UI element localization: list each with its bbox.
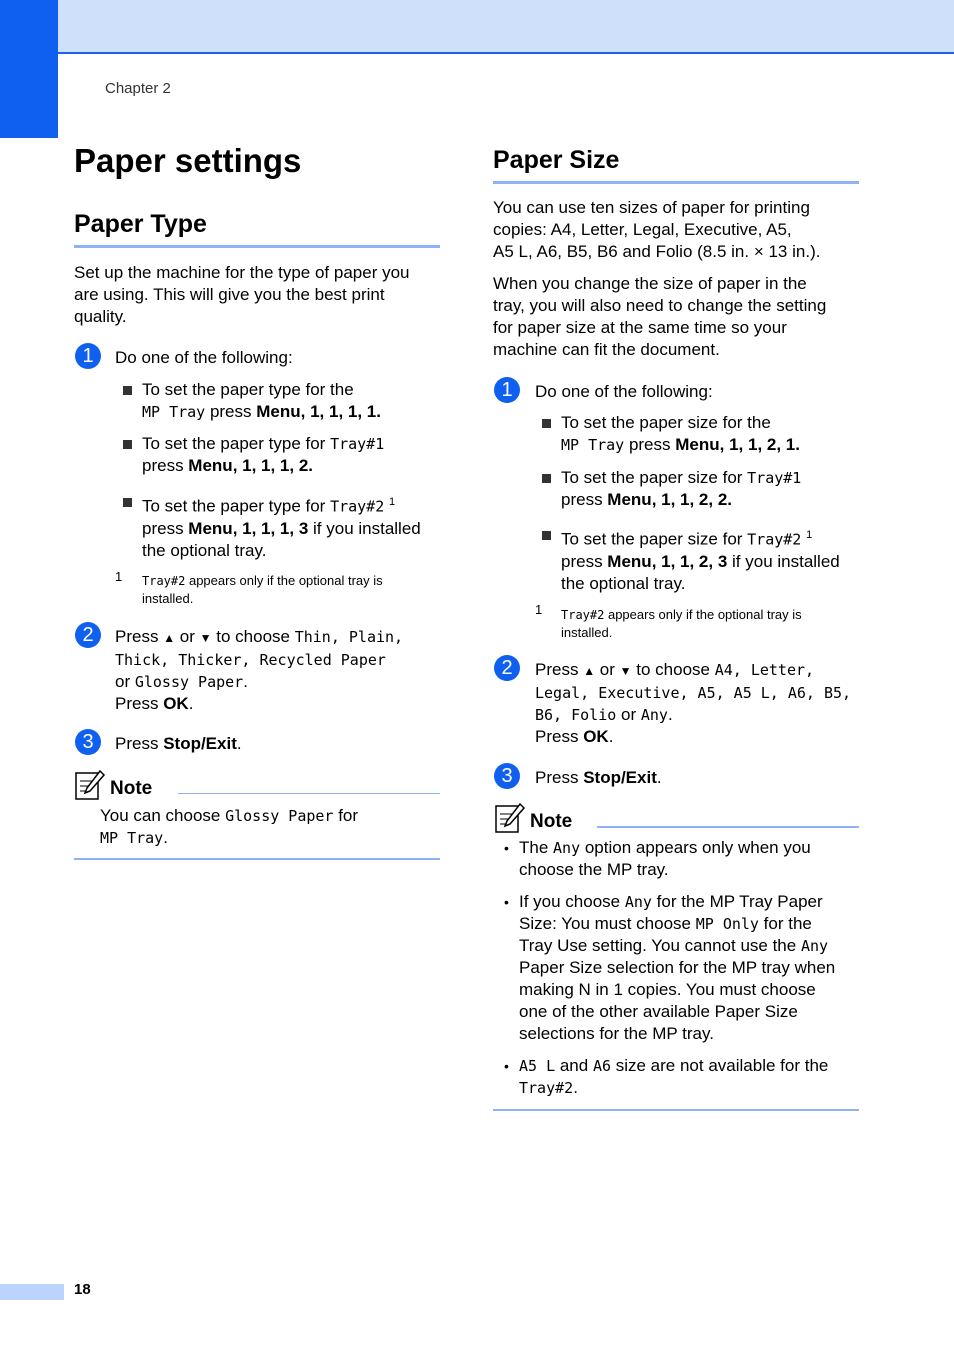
page-title: Paper settings bbox=[74, 142, 302, 179]
paper-size-heading: Paper Size bbox=[493, 146, 859, 184]
note-title: Note bbox=[110, 778, 153, 799]
bullet-dot-icon: • bbox=[504, 894, 509, 910]
note-bullet: A5 L and A6 size are not available for the Tray#2. bbox=[519, 1056, 829, 1097]
up-arrow-icon: ▲ bbox=[163, 631, 176, 645]
bullet-dot-icon: • bbox=[504, 840, 509, 856]
step-3-text: Press Stop/Exit. bbox=[115, 734, 242, 753]
note-pencil-icon bbox=[74, 769, 106, 801]
step-3-badge: 3 bbox=[494, 763, 520, 789]
step-1-text: Do one of the following: bbox=[115, 348, 293, 367]
note-bullet: The Any option appears only when you choose the MP tray. bbox=[519, 838, 811, 879]
chapter-label: Chapter 2 bbox=[105, 80, 171, 97]
footnote: Tray#2 appears only if the optional tray is installed. bbox=[142, 573, 383, 606]
note-pencil-icon bbox=[494, 802, 526, 834]
step-2-text: Press ▲ or ▼ to choose A4, Letter, Legal, Executive, A5, A5 L, A6, B5, B6, Folio or Any. Press OK. bbox=[535, 660, 852, 746]
header-bar bbox=[0, 0, 954, 54]
paper-size-intro: You can use ten sizes of paper for printing copies: A4, Letter, Legal, Executive, A5, A5 L, A6, B5, B6 and Folio (8.5 in. × 13 in.). bbox=[493, 198, 821, 261]
page-number-bar bbox=[0, 1284, 64, 1300]
step-2-text: Press ▲ or ▼ to choose Thin, Plain, Thick, Thicker, Recycled Paper or Glossy Paper. Press OK. bbox=[115, 627, 404, 713]
step-3-badge: 3 bbox=[75, 729, 101, 755]
step-3-text: Press Stop/Exit. bbox=[535, 768, 662, 787]
footnote-number: 1 bbox=[535, 602, 543, 617]
note-title: Note bbox=[530, 811, 573, 832]
chapter-tab bbox=[0, 0, 58, 138]
note-bullet: If you choose Any for the MP Tray Paper Size: You must choose MP Only for the Tray Use setting. You cannot use the Any Paper Size selection for the MP tray when making N in 1 copies. You must choose one of the other available Paper Size selections for the MP tray. bbox=[519, 892, 836, 1043]
step-1-badge: 1 bbox=[494, 377, 520, 403]
step-2-badge: 2 bbox=[494, 655, 520, 681]
up-arrow-icon: ▲ bbox=[583, 664, 596, 678]
down-arrow-icon: ▼ bbox=[619, 664, 632, 678]
down-arrow-icon: ▼ bbox=[199, 631, 212, 645]
note-rule bbox=[178, 793, 440, 794]
paper-type-intro: Set up the machine for the type of paper you are using. This will give you the best print quality. bbox=[74, 263, 410, 326]
note-bottom-rule bbox=[493, 1109, 859, 1111]
note-bottom-rule bbox=[74, 858, 440, 860]
step-1-text: Do one of the following: bbox=[535, 382, 713, 401]
paper-size-intro-2: When you change the size of paper in the tray, you will also need to change the setting for paper size at the same time so your machine can fit the document. bbox=[493, 274, 827, 359]
note-text: You can choose Glossy Paper for MP Tray. bbox=[100, 806, 359, 847]
step-1-badge: 1 bbox=[75, 343, 101, 369]
footnote-number: 1 bbox=[115, 569, 123, 584]
page-number: 18 bbox=[74, 1281, 91, 1298]
bullet-dot-icon: • bbox=[504, 1058, 509, 1074]
footnote: Tray#2 appears only if the optional tray is installed. bbox=[561, 607, 802, 640]
note-rule bbox=[597, 826, 859, 828]
step-2-badge: 2 bbox=[75, 622, 101, 648]
paper-type-heading: Paper Type bbox=[74, 210, 440, 248]
